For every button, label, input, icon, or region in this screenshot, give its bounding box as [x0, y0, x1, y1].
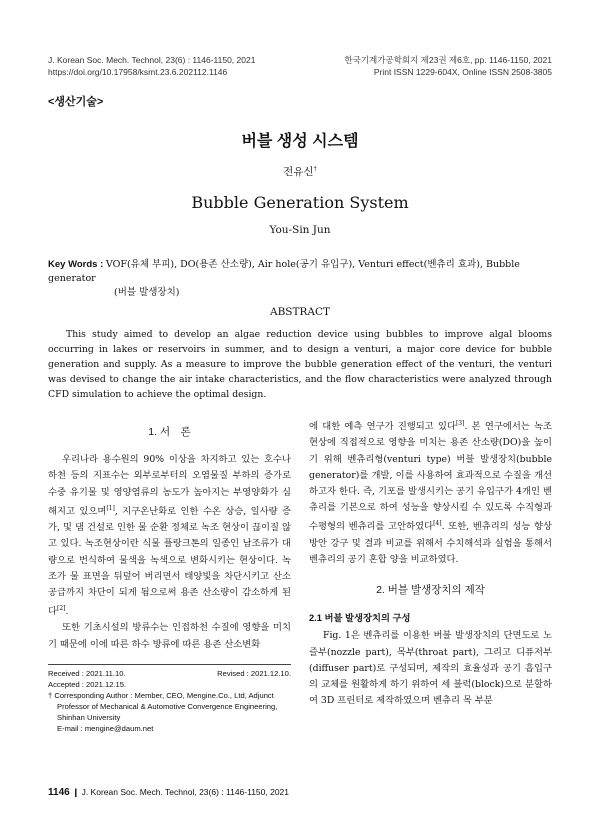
paper-title-english: Bubble Generation System: [191, 193, 409, 212]
keywords: [48, 258, 558, 300]
footnotes: [48, 668, 291, 734]
revised-date: Revised : 2021.12.10.: [217, 669, 291, 678]
paragraph-text: . 본 연구에서는 녹조 현상에 직접적으로 영향을 미치는 용존 산소량(DO)을 높이기 위해 벤츄리형(venturi type) 버블 발생장치(bubble generator)를 개발, 이를 사용하여 효과적으로 수질을 개선하고자 한다. 즉, 기포를 발생시키는 공기 유입구가 4개인 벤츄리를 기본으로 하여 성능을 향상시킬 수 있도록 수직형과 수평형의 벤츄리를 고안하였다: [309, 421, 552, 533]
author-english: You-Sin Jun: [269, 224, 331, 236]
corresponding-author-mark: †: [313, 166, 317, 173]
paragraph-text: Fig. 1은 벤츄리를 이용한 버블 발생장치의 단면도로 노즐부(nozzle part), 목부(throat part), 그리고 디퓨저부(diffuser part)로 구성되며, 제작의 효율성과 공기 흡입구의 교체를 원활하게 하기 위하여 세 블럭(block)으로 분할하여 3D 프린터로 제작하였으며 벤츄리 목 부분: [309, 630, 552, 707]
running-header-right: [344, 54, 552, 78]
paragraph: [48, 620, 291, 652]
author-name-korean: 전유신: [283, 166, 314, 178]
left-column: [48, 420, 291, 653]
paper-title-korean: 버블 생성 시스템: [241, 133, 359, 150]
reference-2[interactable]: [2]: [56, 605, 66, 613]
reference-3[interactable]: [3]: [455, 420, 465, 427]
paragraph-text: .: [65, 606, 69, 618]
keywords-label: Key Words :: [48, 259, 106, 270]
paragraph-text: , 지구온난화로 인한 수온 상승, 일사량 증가, 및 댐 건설로 인한 물 순환 정체로 녹조 현상이 끊이질 않고 있다. 녹조현상이란 식물 플랑크톤의 일종인 남조류가 대량으로 번식하여 물색을 녹색으로 변화시키는 현상이다. 녹조가 물 표면을 뒤덮어 버리면서 태양빛을 차단시키고 산소 공급까지 차단이 되게 됨으로써 용존 산소량이 감소하게 된다: [48, 505, 292, 618]
paragraph: [48, 452, 291, 620]
footer-citation: J. Korean Soc. Mech. Technol, 23(6) : 1146-1150, 2021: [81, 787, 290, 797]
journal-citation: J. Korean Soc. Mech. Technol, 23(6) : 1146-1150, 2021: [48, 55, 256, 65]
paragraph: [309, 628, 552, 709]
author-korean: [0, 164, 600, 179]
paragraph-text: 우리나라 용수원의 90% 이상을 차지하고 있는 호수나 하천 등의 지표수는 외부로부터의 오염물질 부하의 증가로 수중 유기물 및 영양염류의 농도가 높아지는 부영양화가 심해지고 있으며: [48, 454, 291, 517]
issn-info: Print ISSN 1229-604X, Online ISSN 2508-3805: [373, 67, 552, 77]
doi-link[interactable]: https://doi.org/10.17958/ksmt.23.6.202112.1146: [48, 67, 228, 77]
section-heading-introduction: 1. 서 론: [148, 426, 191, 438]
paragraph-text: 에 대한 예측 연구가 진행되고 있다: [309, 421, 456, 433]
section-tag: <생산기술>: [48, 96, 104, 108]
abstract-heading: ABSTRACT: [269, 306, 331, 318]
right-column: [309, 416, 552, 709]
keywords-list: VOF(유체 부피), DO(용존 산소량), Air hole(공기 유입구), Venturi effect(벤츄리 효과), Bubble generator: [48, 259, 520, 284]
footnote-divider: [48, 664, 291, 665]
received-date: Received : 2021.11.10.: [48, 669, 126, 678]
accepted-date: Accepted : 2021.12.15.: [48, 680, 127, 689]
date-row: [48, 668, 291, 679]
running-header-left: [48, 54, 255, 78]
section-heading-fabrication: 2. 버블 발생장치의 제작: [376, 584, 485, 597]
reference-4[interactable]: [4]: [433, 520, 442, 528]
page-number: 1146: [48, 787, 70, 798]
keywords-list-cont: (버블 발생장치): [114, 287, 180, 298]
paragraph-text: 또한 기초시설의 방류수는 인접하천 수질에 영향을 미치기 때문에 이에 따른 하수 방류에 따른 용존 산소변화: [48, 622, 291, 650]
reference-1[interactable]: [1]: [106, 504, 115, 512]
abstract-text: This study aimed to develop an algae reduction device using bubbles to improve algal blooms occurring in lakes or reservoirs in summer, and to design a venturi, a major core device for bubble generation and supply. As a measure to improve the bubble generation effect of the venturi, the venturi was devised to change the air intake characteristics, and the flow characteristics were analyzed through CFD simulation to achieve the optimal design.: [48, 329, 552, 400]
corresponding-author-note: † Corresponding Author : Member, CEO, Mengine.Co., Ltd, Adjunct Professor of Mechanical & Automotive Convergence Engineering, Shinhan University: [48, 691, 278, 722]
paragraph-continued: [309, 416, 552, 568]
subsection-heading: 2.1 버블 발생장치의 구성: [309, 613, 411, 624]
footer-separator: ❙: [72, 787, 80, 797]
author-email[interactable]: E-mail : mengine@daum.net: [57, 724, 154, 733]
page-footer: [48, 787, 289, 798]
journal-citation-ko: 한국기계가공학회지 제23권 제6호, pp. 1146-1150, 2021: [344, 55, 552, 65]
paragraph-text: . 또한, 벤츄리의 성능 향상 방안 강구 및 결과 비교를 위해서 수치해석과 실험을 통해서 벤츄리의 공기 혼합 양을 비교하였다.: [309, 521, 552, 565]
